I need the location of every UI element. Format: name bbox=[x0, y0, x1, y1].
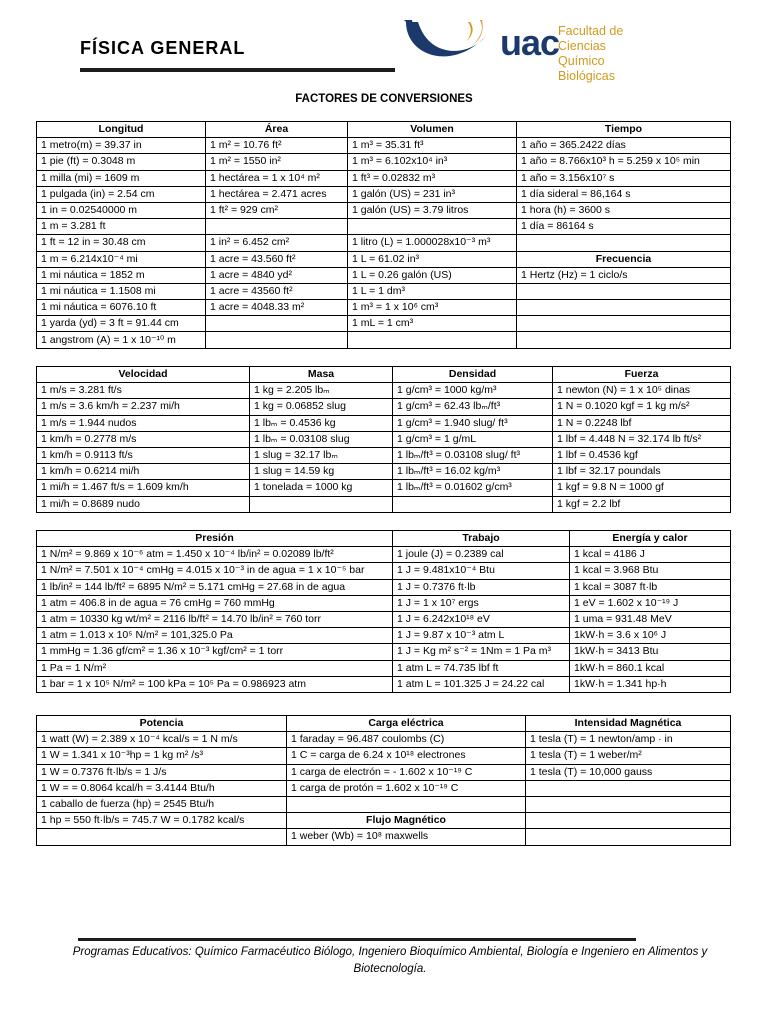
table-row bbox=[37, 764, 731, 780]
table-row bbox=[37, 595, 731, 611]
table-cell: 1 L = 61.02 in³ bbox=[348, 251, 517, 267]
table-cell: 1 m = 3.281 ft bbox=[37, 219, 206, 235]
table-cell: 1 kg = 0.06852 slug bbox=[250, 399, 393, 415]
document-heading: FACTORES DE CONVERSIONES bbox=[295, 93, 473, 105]
table-cell: 1 carga de electrón = - 1.602 x 10⁻¹⁹ C bbox=[287, 764, 526, 780]
column-header: Densidad bbox=[393, 367, 553, 383]
table-row bbox=[37, 780, 731, 796]
column-header: Potencia bbox=[37, 716, 287, 732]
table-cell: 1 lbₘ/ft³ = 16.02 kg/m³ bbox=[393, 464, 553, 480]
logo-subtitle-line1: Facultad de Ciencias bbox=[558, 24, 624, 53]
table-row bbox=[37, 496, 731, 512]
footer-programs: Programas Educativos: Químico Farmacéutico Biólogo, Ingeniero Bioquímico Ambiental, Biología e Ingeniero en Alimentos y Biotecnología. bbox=[72, 946, 708, 975]
table-cell bbox=[517, 316, 731, 332]
table-cell: 1 pie (ft) = 0.3048 m bbox=[37, 154, 206, 170]
table-cell: 1 faraday = 96.487 coulombs (C) bbox=[287, 732, 526, 748]
table-row bbox=[37, 186, 731, 202]
table-row bbox=[37, 431, 731, 447]
table-cell: 1 hora (h) = 3600 s bbox=[517, 202, 731, 218]
table-row bbox=[37, 399, 731, 415]
table-row bbox=[37, 464, 731, 480]
table-cell: 1 atm = 1.013 x 10⁵ N/m² = 101,325.0 Pa bbox=[37, 628, 393, 644]
table-cell: 1 watt (W) = 2.389 x 10⁻⁴ kcal/s = 1 N m/s bbox=[37, 732, 287, 748]
table-cell: 1 J = 1 x 10⁷ ergs bbox=[393, 595, 570, 611]
table-cell bbox=[206, 332, 348, 348]
table-cell: 1 lbₘ/ft³ = 0.01602 g/cm³ bbox=[393, 480, 553, 496]
table-cell: 1 J = 9.481x10⁻⁴ Btu bbox=[393, 563, 570, 579]
table-cell: 1 lbf = 32.17 poundals bbox=[553, 464, 731, 480]
table-row bbox=[37, 235, 731, 251]
table-row bbox=[37, 748, 731, 764]
table-cell: 1 atm = 10330 kg wt/m² = 2116 lb/ft² = 14.70 lb/in² = 760 torr bbox=[37, 611, 393, 627]
table-cell: 1 newton (N) = 1 x 10⁵ dinas bbox=[553, 383, 731, 399]
table-cell: 1 mmHg = 1.36 gf/cm² = 1.36 x 10⁻³ kgf/cm² = 1 torr bbox=[37, 644, 393, 660]
table-cell: 1 Pa = 1 N/m² bbox=[37, 660, 393, 676]
column-header: Velocidad bbox=[37, 367, 250, 383]
table-cell bbox=[37, 829, 287, 845]
table-cell bbox=[526, 829, 731, 845]
table-row bbox=[37, 660, 731, 676]
table-cell: 1 tesla (T) = 10,000 gauss bbox=[526, 764, 731, 780]
table-cell: 1 atm L = 74.735 lbf ft bbox=[393, 660, 570, 676]
table-cell: 1 J = 6.242x10¹⁸ eV bbox=[393, 611, 570, 627]
table-cell: 1 W = 1.341 x 10⁻³hp = 1 kg m² /s³ bbox=[37, 748, 287, 764]
table-cell: 1 N = 0.1020 kgf = 1 kg m/s² bbox=[553, 399, 731, 415]
table-cell: 1 ft³ = 0.02832 m³ bbox=[348, 170, 517, 186]
footer-rule bbox=[78, 938, 636, 941]
logo-subtitle bbox=[558, 24, 645, 84]
table-cell: 1 mi/h = 0.8689 nudo bbox=[37, 496, 250, 512]
conversion-table-power-charge-magnetic bbox=[36, 715, 731, 846]
table-cell bbox=[250, 496, 393, 512]
table-cell: 1 g/cm³ = 1.940 slug/ ft³ bbox=[393, 415, 553, 431]
table-cell: 1 carga de protón = 1.602 x 10⁻¹⁹ C bbox=[287, 780, 526, 796]
table-cell: 1 m/s = 3.281 ft/s bbox=[37, 383, 250, 399]
table-cell: 1 km/h = 0.6214 mi/h bbox=[37, 464, 250, 480]
logo-wordmark: uac bbox=[500, 22, 560, 63]
table-cell: 1kW·h = 1.341 hp·h bbox=[570, 676, 731, 692]
table-cell: 1 lb/in² = 144 lb/ft² = 6895 N/m² = 5.171 cmHg = 27.68 in de agua bbox=[37, 579, 393, 595]
table-cell: 1 lbₘ = 0.03108 slug bbox=[250, 431, 393, 447]
table-cell: 1kW·h = 3.6 x 10⁶ J bbox=[570, 628, 731, 644]
table-cell: 1 milla (mi) = 1609 m bbox=[37, 170, 206, 186]
table-cell: 1 N/m² = 7.501 x 10⁻⁴ cmHg = 4.015 x 10⁻³ in de agua = 1 x 10⁻⁵ bar bbox=[37, 563, 393, 579]
table-cell: 1 atm = 406.8 in de agua = 76 cmHg = 760 mmHg bbox=[37, 595, 393, 611]
table-row bbox=[37, 813, 731, 829]
table-row bbox=[37, 251, 731, 267]
table-cell: 1 mi náutica = 6076.10 ft bbox=[37, 300, 206, 316]
table-cell: 1 angstrom (A) = 1 x 10⁻¹⁰ m bbox=[37, 332, 206, 348]
column-header: Volumen bbox=[348, 122, 517, 138]
table-cell: 1 tesla (T) = 1 newton/amp · in bbox=[526, 732, 731, 748]
table-cell: 1 litro (L) = 1.000028x10⁻³ m³ bbox=[348, 235, 517, 251]
table-row bbox=[37, 447, 731, 463]
table-row bbox=[37, 316, 731, 332]
column-header: Presión bbox=[37, 531, 393, 547]
table-cell: 1 km/h = 0.9113 ft/s bbox=[37, 447, 250, 463]
table-cell: 1 m³ = 6.102x10⁴ in³ bbox=[348, 154, 517, 170]
table-cell: 1 J = Kg m² s⁻² = 1Nm = 1 Pa m³ bbox=[393, 644, 570, 660]
table-cell: 1 mL = 1 cm³ bbox=[348, 316, 517, 332]
table-cell: 1 año = 365.2422 días bbox=[517, 138, 731, 154]
table-cell: 1 slug = 14.59 kg bbox=[250, 464, 393, 480]
column-header: Energía y calor bbox=[570, 531, 731, 547]
table-cell: 1 kgf = 9.8 N = 1000 gf bbox=[553, 480, 731, 496]
table-cell: 1kW·h = 860.1 kcal bbox=[570, 660, 731, 676]
table-cell: 1 año = 3.156x10⁷ s bbox=[517, 170, 731, 186]
column-header: Fuerza bbox=[553, 367, 731, 383]
table-cell: 1 caballo de fuerza (hp) = 2545 Btu/h bbox=[37, 796, 287, 812]
table-row bbox=[37, 283, 731, 299]
table-cell: 1 uma = 931.48 MeV bbox=[570, 611, 731, 627]
table-cell: 1 bar = 1 x 10⁵ N/m² = 100 kPa = 10⁵ Pa = 0.986923 atm bbox=[37, 676, 393, 692]
table-row bbox=[37, 732, 731, 748]
section-subheader: Frecuencia bbox=[517, 251, 731, 267]
table-cell bbox=[206, 219, 348, 235]
table-cell: 1 atm L = 101.325 J = 24.22 cal bbox=[393, 676, 570, 692]
table-cell: 1 pulgada (in) = 2.54 cm bbox=[37, 186, 206, 202]
table-cell: 1 tonelada = 1000 kg bbox=[250, 480, 393, 496]
conversion-table-velocity-mass-density-force bbox=[36, 366, 731, 513]
column-header: Masa bbox=[250, 367, 393, 383]
table-cell bbox=[526, 813, 731, 829]
table-cell: 1 eV = 1.602 x 10⁻¹⁹ J bbox=[570, 595, 731, 611]
table-cell: 1 acre = 4840 yd² bbox=[206, 267, 348, 283]
table-cell bbox=[393, 496, 553, 512]
table-cell: 1 lbₘ = 0.4536 kg bbox=[250, 415, 393, 431]
table-cell: 1 tesla (T) = 1 weber/m² bbox=[526, 748, 731, 764]
table-row bbox=[37, 644, 731, 660]
table-cell: 1 lbf = 0.4536 kgf bbox=[553, 447, 731, 463]
table-cell bbox=[517, 283, 731, 299]
table-row bbox=[37, 480, 731, 496]
table-cell: 1 W = = 0.8064 kcal/h = 3.4144 Btu/h bbox=[37, 780, 287, 796]
column-header: Área bbox=[206, 122, 348, 138]
table-cell: 1 ft = 12 in = 30.48 cm bbox=[37, 235, 206, 251]
table-cell: 1 g/cm³ = 1 g/mL bbox=[393, 431, 553, 447]
table-row bbox=[37, 267, 731, 283]
table-cell bbox=[526, 780, 731, 796]
table-row bbox=[37, 202, 731, 218]
table-row bbox=[37, 579, 731, 595]
section-subheader: Flujo Magnético bbox=[287, 813, 526, 829]
table-cell: 1 galón (US) = 3.79 litros bbox=[348, 202, 517, 218]
table-cell: 1kW·h = 3413 Btu bbox=[570, 644, 731, 660]
table-cell bbox=[287, 796, 526, 812]
table-cell: 1 galón (US) = 231 in³ bbox=[348, 186, 517, 202]
table-row bbox=[37, 611, 731, 627]
table-row bbox=[37, 547, 731, 563]
table-cell: 1 acre = 43560 ft² bbox=[206, 283, 348, 299]
table-row bbox=[37, 332, 731, 348]
table-cell bbox=[206, 316, 348, 332]
table-cell: 1 hectárea = 1 x 10⁴ m² bbox=[206, 170, 348, 186]
table-row bbox=[37, 796, 731, 812]
table-row bbox=[37, 154, 731, 170]
table-cell bbox=[526, 796, 731, 812]
table-cell: 1 mi náutica = 1.1508 mi bbox=[37, 283, 206, 299]
table-cell: 1 m³ = 1 x 10⁶ cm³ bbox=[348, 300, 517, 316]
table-cell: 1 N/m² = 9.869 x 10⁻⁶ atm = 1.450 x 10⁻⁴ lb/in² = 0.02089 lb/ft² bbox=[37, 547, 393, 563]
table-cell: 1 mi/h = 1.467 ft/s = 1.609 km/h bbox=[37, 480, 250, 496]
table-cell: 1 g/cm³ = 62.43 lbₘ/ft³ bbox=[393, 399, 553, 415]
table-row bbox=[37, 170, 731, 186]
table-cell: 1 lbf = 4.448 N = 32.174 lb ft/s² bbox=[553, 431, 731, 447]
table-cell: 1 día sideral = 86,164 s bbox=[517, 186, 731, 202]
table-cell bbox=[517, 332, 731, 348]
table-cell: 1 m = 6.214x10⁻⁴ mi bbox=[37, 251, 206, 267]
table-cell: 1 in = 0.02540000 m bbox=[37, 202, 206, 218]
table-cell: 1 in² = 6.452 cm² bbox=[206, 235, 348, 251]
table-row bbox=[37, 563, 731, 579]
table-cell: 1 N = 0.2248 lbf bbox=[553, 415, 731, 431]
table-row bbox=[37, 415, 731, 431]
table-cell: 1 ft² = 929 cm² bbox=[206, 202, 348, 218]
table-cell: 1 kgf = 2.2 lbf bbox=[553, 496, 731, 512]
conversion-table-pressure-work-energy bbox=[36, 530, 731, 693]
table-row bbox=[37, 676, 731, 692]
table-cell: 1 Hertz (Hz) = 1 ciclo/s bbox=[517, 267, 731, 283]
table-cell: 1 m³ = 35.31 ft³ bbox=[348, 138, 517, 154]
table-cell: 1 C = carga de 6.24 x 10¹⁸ electrones bbox=[287, 748, 526, 764]
table-cell: 1 m² = 10.76 ft² bbox=[206, 138, 348, 154]
table-cell: 1 g/cm³ = 1000 kg/m³ bbox=[393, 383, 553, 399]
header-rule bbox=[80, 68, 395, 72]
table-cell: 1 W = 0.7376 ft·lb/s = 1 J/s bbox=[37, 764, 287, 780]
table-cell: 1 m/s = 3.6 km/h = 2.237 mi/h bbox=[37, 399, 250, 415]
table-cell: 1 año = 8.766x10³ h = 5.259 x 10⁵ min bbox=[517, 154, 731, 170]
uac-swoosh-icon bbox=[400, 16, 500, 72]
table-cell bbox=[348, 332, 517, 348]
table-row bbox=[37, 300, 731, 316]
table-cell: 1 metro(m) = 39.37 in bbox=[37, 138, 206, 154]
table-cell bbox=[348, 219, 517, 235]
column-header: Trabajo bbox=[393, 531, 570, 547]
table-cell: 1 km/h = 0.2778 m/s bbox=[37, 431, 250, 447]
column-header: Longitud bbox=[37, 122, 206, 138]
column-header: Intensidad Magnética bbox=[526, 716, 731, 732]
table-cell: 1 acre = 43.560 ft² bbox=[206, 251, 348, 267]
table-cell: 1 kcal = 4186 J bbox=[570, 547, 731, 563]
table-cell: 1 kg = 2.205 lbₘ bbox=[250, 383, 393, 399]
column-header: Carga eléctrica bbox=[287, 716, 526, 732]
faculty-logo bbox=[400, 16, 645, 83]
table-cell: 1 m² = 1550 in² bbox=[206, 154, 348, 170]
table-cell: 1 kcal = 3.968 Btu bbox=[570, 563, 731, 579]
table-cell: 1 weber (Wb) = 10⁸ maxwells bbox=[287, 829, 526, 845]
column-header: Tiempo bbox=[517, 122, 731, 138]
table-cell: 1 mi náutica = 1852 m bbox=[37, 267, 206, 283]
table-cell: 1 kcal = 3087 ft·lb bbox=[570, 579, 731, 595]
table-cell bbox=[517, 300, 731, 316]
table-cell: 1 J = 0.7376 ft·lb bbox=[393, 579, 570, 595]
table-cell: 1 L = 0.26 galón (US) bbox=[348, 267, 517, 283]
table-cell: 1 acre = 4048.33 m² bbox=[206, 300, 348, 316]
table-row bbox=[37, 383, 731, 399]
logo-subtitle-line2: Químico Biológicas bbox=[558, 54, 615, 83]
conversion-table-length-area-volume-time bbox=[36, 121, 731, 349]
table-cell bbox=[517, 235, 731, 251]
table-cell: 1 joule (J) = 0.2389 cal bbox=[393, 547, 570, 563]
table-cell: 1 hp = 550 ft·lb/s = 745.7 W = 0.1782 kcal/s bbox=[37, 813, 287, 829]
table-cell: 1 m/s = 1.944 nudos bbox=[37, 415, 250, 431]
table-cell: 1 L = 1 dm³ bbox=[348, 283, 517, 299]
table-cell: 1 slug = 32.17 lbₘ bbox=[250, 447, 393, 463]
table-row bbox=[37, 138, 731, 154]
table-cell: 1 hectárea = 2.471 acres bbox=[206, 186, 348, 202]
table-cell: 1 J = 9.87 x 10⁻³ atm L bbox=[393, 628, 570, 644]
table-row bbox=[37, 628, 731, 644]
table-row bbox=[37, 219, 731, 235]
page-title: FÍSICA GENERAL bbox=[80, 38, 246, 58]
table-cell: 1 yarda (yd) = 3 ft = 91.44 cm bbox=[37, 316, 206, 332]
table-cell: 1 día = 86164 s bbox=[517, 219, 731, 235]
table-cell: 1 lbₘ/ft³ = 0.03108 slug/ ft³ bbox=[393, 447, 553, 463]
table-row bbox=[37, 829, 731, 845]
